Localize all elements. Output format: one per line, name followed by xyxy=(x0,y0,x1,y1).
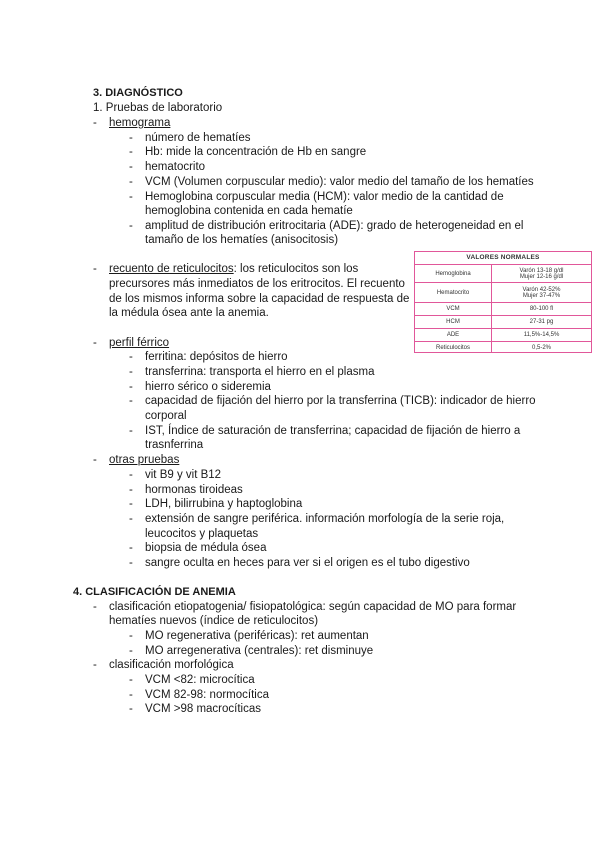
bullet-dash: - xyxy=(129,132,133,144)
bullet-dash: - xyxy=(93,659,97,671)
list-item: LDH, bilirrubina y haptoglobina xyxy=(145,498,303,510)
section-3-heading: 3. DIAGNÓSTICO xyxy=(93,87,183,99)
list-item: Hb: mide la concentración de Hb en sangre xyxy=(145,146,367,158)
reticulocitos-label: recuento de reticulocitos xyxy=(109,263,234,275)
table-row xyxy=(415,303,591,316)
bullet-dash: - xyxy=(129,191,133,203)
cell-value: Varón 42-52% xyxy=(522,286,561,293)
list-item: extensión de sangre periférica. información morfología de la serie roja, xyxy=(145,513,505,525)
bullet-dash: - xyxy=(129,557,133,569)
bullet-dash: - xyxy=(93,337,97,349)
list-item: MO arregenerativa (centrales): ret disminuye xyxy=(145,645,374,657)
bullet-dash: - xyxy=(129,645,133,657)
hemograma-label: hemograma xyxy=(109,117,171,129)
table-cell: 80-100 fl xyxy=(529,306,554,312)
bullet-dash: - xyxy=(129,689,133,701)
table-row xyxy=(415,342,591,353)
reticulocitos-line: de los mismos informa sobre la capacidad de respuesta de xyxy=(109,293,410,305)
list-item-cont: hemoglobina contenida en cada hematíe xyxy=(145,205,353,217)
table-cell: HCM xyxy=(415,316,492,328)
list-item: hematocrito xyxy=(145,161,206,173)
bullet-dash: - xyxy=(129,176,133,188)
list-item-cont: leucocitos y plaquetas xyxy=(145,528,259,540)
list-item: VCM <82: microcítica xyxy=(145,674,255,686)
perfil-ferrico-label: perfil férrico xyxy=(109,337,170,349)
bullet-dash: - xyxy=(129,703,133,715)
bullet-dash: - xyxy=(129,220,133,232)
table-row xyxy=(415,265,591,283)
table-cell: 0,5-2% xyxy=(531,344,551,351)
bullet-dash: - xyxy=(129,469,133,481)
bullet-dash: - xyxy=(129,513,133,525)
table-row xyxy=(415,316,591,329)
cell-value: Mujer 12-16 g/dl xyxy=(519,273,564,280)
table-cell: Reticulocitos xyxy=(415,342,492,353)
bullet-dash: - xyxy=(129,146,133,158)
list-item: VCM 82-98: normocítica xyxy=(145,689,269,701)
list-item: transferrina: transporta el hierro en el plasma xyxy=(145,366,375,378)
list-item: amplitud de distribución eritrocitaria (ADE): grado de heterogeneidad en el xyxy=(145,220,524,232)
cell-value: Mujer 37-47% xyxy=(522,292,561,299)
list-item: hierro sérico o sideremia xyxy=(145,381,271,393)
list-item: número de hematíes xyxy=(145,132,251,144)
bullet-dash: - xyxy=(129,161,133,173)
list-item: VCM (Volumen corpuscular medio): valor medio del tamaño de los hematíes xyxy=(145,176,534,188)
bullet-dash: - xyxy=(129,351,133,363)
bullet-dash: - xyxy=(93,454,97,466)
table-title: VALORES NORMALES xyxy=(415,252,591,265)
table-row xyxy=(415,283,591,303)
reticulocitos-line: precursores más inmediatos de los eritrocitos. El recuento xyxy=(109,278,405,290)
table-cell: 11,5%-14,5% xyxy=(523,332,560,338)
list-item-cont: corporal xyxy=(145,410,187,422)
bullet-dash: - xyxy=(93,117,97,129)
list-item: capacidad de fijación del hierro por la transferrina (TICB): indicador de hierro xyxy=(145,395,536,407)
bullet-dash: - xyxy=(129,425,133,437)
bullet-dash: - xyxy=(129,674,133,686)
list-item: IST, Índice de saturación de transferrina; capacidad de fijación de hierro a xyxy=(145,425,521,437)
table-cell: Hematocrito xyxy=(415,283,492,302)
bullet-dash: - xyxy=(129,542,133,554)
list-item-cont: tamaño de los hematíes (anisocitosis) xyxy=(145,234,339,246)
reticulocitos-text: : los reticulocitos son los xyxy=(233,263,359,275)
clasificacion-etio: clasificación etiopatogenia/ fisiopatológica: según capacidad de MO para formar xyxy=(109,601,517,613)
list-item: MO regenerativa (periféricas): ret aumentan xyxy=(145,630,369,642)
list-item: hormonas tiroideas xyxy=(145,484,243,496)
reticulocitos-line: la médula ósea ante la anemia. xyxy=(109,307,269,319)
list-item-cont: trasnferrina xyxy=(145,439,204,451)
section-4-heading: 4. CLASIFICACIÓN DE ANEMIA xyxy=(73,586,236,598)
bullet-dash: - xyxy=(129,366,133,378)
list-item: Hemoglobina corpuscular media (HCM): valor medio de la cantidad de xyxy=(145,191,504,203)
bullet-dash: - xyxy=(129,381,133,393)
list-item: biopsia de médula ósea xyxy=(145,542,267,554)
table-cell: VCM xyxy=(415,303,492,315)
table-cell: ADE xyxy=(415,329,492,341)
list-item: ferritina: depósitos de hierro xyxy=(145,351,288,363)
pruebas-laboratorio: 1. Pruebas de laboratorio xyxy=(93,102,223,114)
bullet-dash: - xyxy=(129,484,133,496)
list-item: sangre oculta en heces para ver si el origen es el tubo digestivo xyxy=(145,557,470,569)
bullet-dash: - xyxy=(129,498,133,510)
reticulocitos-para xyxy=(109,262,358,276)
valores-normales-table xyxy=(414,251,592,353)
clasificacion-morfo: clasificación morfológica xyxy=(109,659,234,671)
table-cell xyxy=(492,265,591,282)
list-item: VCM >98 macrocíticas xyxy=(145,703,261,715)
bullet-dash: - xyxy=(129,395,133,407)
bullet-dash: - xyxy=(93,263,97,275)
clasificacion-etio-cont: hematíes nuevos (índice de reticulocitos) xyxy=(109,615,319,627)
table-cell xyxy=(492,283,591,302)
table-cell: Hemoglobina xyxy=(415,265,492,282)
otras-pruebas-label: otras pruebas xyxy=(109,454,180,466)
list-item: vit B9 y vit B12 xyxy=(145,469,222,481)
table-row xyxy=(415,329,591,342)
bullet-dash: - xyxy=(129,630,133,642)
cell-value: Varón 13-18 g/dl xyxy=(519,267,564,274)
bullet-dash: - xyxy=(93,601,97,613)
table-cell: 27-31 pg xyxy=(529,319,554,325)
